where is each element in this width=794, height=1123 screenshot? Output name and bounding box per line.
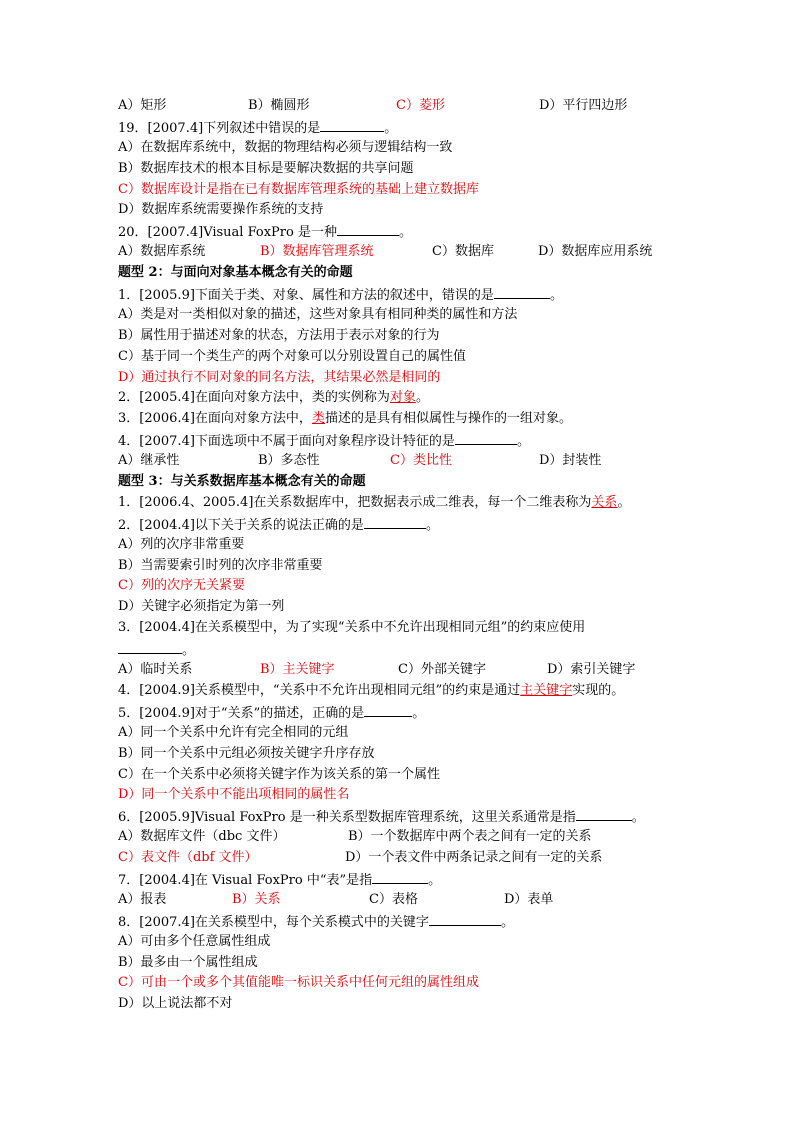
option-d: D）数据库应用系统: [538, 244, 653, 260]
option-b-answer: B）数据库管理系统: [260, 244, 374, 260]
option-b: B）多态性: [258, 453, 320, 469]
question-tag: [2004.4]: [139, 517, 195, 533]
answer-blank: [494, 284, 550, 299]
s3-q6-options-cd: [118, 848, 678, 869]
question-number: 6．: [118, 810, 140, 826]
question-tag: [2007.4]: [139, 434, 195, 450]
question-tag: [2006.4、2005.4]: [139, 494, 254, 510]
option-a: A）报表: [118, 891, 167, 907]
question-number: 19．: [118, 120, 148, 136]
question-tag: [2004.9]: [139, 705, 195, 721]
option-c-answer: C）菱形: [396, 98, 445, 113]
question-number: 1．: [118, 494, 140, 510]
s3-q5-option-d-answer: D）同一个关系中不能出项相同的属性名: [118, 787, 350, 803]
question-tag: [2004.4]: [139, 872, 195, 888]
s3-q7-options: [118, 890, 678, 911]
question-number: 3．: [118, 620, 140, 636]
question-tag: [2005.9]: [139, 810, 195, 826]
s3-q2-option-b: B）当需要索引时列的次序非常重要: [118, 557, 323, 573]
answer-blank: [364, 702, 412, 717]
s3-q3-stem: [118, 618, 678, 639]
question-end: 。: [500, 914, 514, 930]
question-number: 5．: [118, 705, 140, 721]
question-number: 4．: [118, 434, 140, 450]
question-end: 。: [516, 434, 530, 450]
s3-q8-option-a: A）可由多个任意属性组成: [118, 933, 271, 949]
question-number: 20．: [118, 225, 148, 241]
option-a: A）继承性: [118, 453, 180, 469]
option-c-answer: C）类比性: [390, 453, 452, 469]
question-tag: [2004.9]: [139, 682, 195, 698]
question-tag: [2006.4]: [139, 411, 195, 427]
question-text: 关系模型中，“关系中不允许出现相同元组”的约束是通过: [194, 682, 521, 698]
question-end: 。: [182, 643, 196, 659]
s3-q1-stem: [118, 493, 678, 514]
option-c-answer: C）表文件（dbf 文件）: [118, 850, 258, 866]
question-end: 实现的。: [572, 682, 625, 698]
option-d: D）一个表文件中两条记录之间有一定的关系: [345, 850, 603, 866]
question-text: 下面选项中不属于面向对象程序设计特征的是: [194, 434, 455, 450]
option-c: C）外部关键字: [398, 662, 486, 678]
question-tag: [2007.4]: [147, 120, 204, 136]
option-c: C）数据库: [432, 244, 494, 260]
question-end: 。: [398, 225, 412, 241]
q20-stem: [118, 221, 678, 242]
s3-q2-option-a: A）列的次序非常重要: [118, 536, 245, 552]
question-number: 4．: [118, 682, 140, 698]
question-end: 。: [412, 705, 426, 721]
option-b: B）椭圆形: [248, 98, 310, 113]
q20-options: [118, 242, 678, 263]
question-number: 2．: [118, 517, 140, 533]
s3-q3-stem-cont: [118, 639, 678, 660]
s3-q5-stem: [118, 702, 678, 723]
s2-q1-option-c: C）基于同一个类生产的两个对象可以分别设置自己的属性值: [118, 348, 466, 364]
question-text: 下面关于类、对象、属性和方法的叙述中，错误的是: [194, 288, 494, 304]
s3-q8-option-d: D）以上说法都不对: [118, 996, 233, 1012]
q18-options: [118, 96, 678, 117]
question-text: 在 Visual FoxPro 中“表”是指: [194, 872, 373, 888]
filled-answer: 关系: [591, 494, 618, 510]
question-number: 1．: [118, 288, 140, 304]
question-tag: [2005.4]: [139, 390, 195, 406]
section-heading-2: 题型 2：与面向对象基本概念有关的命题: [118, 265, 353, 281]
question-text: 在关系模型中，每个关系模式中的关键字: [194, 914, 429, 930]
answer-blank: [372, 869, 428, 884]
s3-q3-options: [118, 660, 678, 681]
s2-q1-option-d-answer: D）通过执行不同对象的同名方法，其结果必然是相同的: [118, 369, 441, 385]
q19-option-a: A）在数据库系统中，数据的物理结构必须与逻辑结构一致: [118, 139, 453, 155]
question-end: 。: [425, 517, 439, 533]
s3-q6-options-ab: [118, 827, 678, 848]
s2-q3-stem: [118, 409, 678, 430]
answer-blank: [576, 806, 632, 821]
question-tag: [2007.4]: [139, 914, 195, 930]
option-a: A）数据库系统: [118, 244, 206, 260]
question-text: 在关系数据库中，把数据表示成二维表，每一个二维表称为: [253, 494, 592, 510]
option-a: A）数据库文件（dbc 文件）: [118, 829, 286, 845]
answer-blank: [429, 911, 501, 926]
filled-answer: 主关键字: [520, 682, 573, 698]
option-c: C）表格: [369, 891, 418, 907]
q19-option-b: B）数据库技术的根本目标是要解决数据的共享问题: [118, 160, 414, 176]
question-text: 在面向对象方法中，类的实例称为: [194, 390, 390, 406]
answer-blank: [337, 221, 399, 236]
option-d: D）封装性: [539, 453, 602, 469]
question-end: 。: [415, 390, 429, 406]
q19-option-d: D）数据库系统需要操作系统的支持: [118, 202, 324, 218]
answer-blank: [455, 430, 517, 445]
question-text: Visual FoxPro 是一种: [203, 225, 337, 241]
question-number: 7．: [118, 872, 140, 888]
option-b-answer: B）主关键字: [260, 662, 335, 678]
s3-q5-option-b: B）同一个关系中元组必须按关键字升序存放: [118, 745, 375, 761]
question-end: 。: [549, 288, 563, 304]
question-number: 2．: [118, 390, 140, 406]
answer-blank: [364, 514, 426, 529]
question-text: 下列叙述中错误的是: [203, 120, 321, 136]
s2-q1-stem: [118, 284, 678, 305]
option-a: A）临时关系: [118, 662, 193, 678]
q19-stem: [118, 117, 678, 138]
s2-q4-options: [118, 451, 678, 472]
s3-q5-option-a: A）同一个关系中允许有完全相同的元组: [118, 724, 349, 740]
question-text: 在关系模型中，为了实现“关系中不允许出现相同元组”的约束应使用: [194, 620, 586, 636]
s3-q2-stem: [118, 514, 678, 535]
question-number: 3．: [118, 411, 140, 427]
s2-q1-option-a: A）类是对一类相似对象的描述，这些对象具有相同种类的属性和方法: [118, 306, 518, 322]
question-number: 8．: [118, 914, 140, 930]
q19-option-c-answer: C）数据库设计是指在已有数据库管理系统的基础上建立数据库: [118, 181, 479, 197]
s2-q4-stem: [118, 430, 678, 451]
question-tag: [2007.4]: [147, 225, 204, 241]
section-heading-3: 题型 3：与关系数据库基本概念有关的命题: [118, 474, 366, 490]
s3-q2-option-c-answer: C）列的次序无关紧要: [118, 578, 245, 594]
s3-q7-stem: [118, 869, 678, 890]
answer-blank: [320, 117, 384, 132]
s2-q2-stem: [118, 388, 678, 409]
s3-q8-stem: [118, 911, 678, 932]
s3-q4-stem: [118, 681, 678, 702]
question-end: 。: [617, 494, 631, 510]
question-text: 以下关于关系的说法正确的是: [194, 517, 364, 533]
question-end: 。: [428, 872, 442, 888]
filled-answer: 对象: [389, 390, 416, 406]
document-body: [118, 96, 678, 1015]
option-d: D）索引关键字: [547, 662, 636, 678]
option-d: D）平行四边形: [539, 98, 628, 113]
question-text-tail: 描述的是具有相似属性与操作的一组对象。: [324, 411, 572, 427]
option-d: D）表单: [504, 891, 554, 907]
option-b: B）一个数据库中两个表之间有一定的关系: [348, 829, 592, 845]
question-end: 。: [384, 120, 398, 136]
question-tag: [2004.4]: [139, 620, 195, 636]
option-b-answer: B）关系: [232, 891, 281, 907]
question-text: Visual FoxPro 是一种关系型数据库管理系统，这里关系通常是指: [194, 810, 576, 826]
option-a: A）矩形: [118, 98, 167, 113]
question-text: 在面向对象方法中，: [194, 411, 312, 427]
answer-blank: [118, 639, 182, 654]
s3-q8-option-b: B）最多由一个属性组成: [118, 954, 258, 970]
s3-q2-option-d: D）关键字必须指定为第一列: [118, 599, 285, 615]
question-tag: [2005.9]: [139, 288, 195, 304]
question-text: 对于“关系”的描述，正确的是: [194, 705, 365, 721]
s2-q1-option-b: B）属性用于描述对象的状态，方法用于表示对象的行为: [118, 327, 440, 343]
s3-q5-option-c: C）在一个关系中必须将关键字作为该关系的第一个属性: [118, 766, 440, 782]
question-end: 。: [631, 810, 645, 826]
s3-q8-option-c-answer: C）可由一个或多个其值能唯一标识关系中任何元组的属性组成: [118, 975, 479, 991]
filled-answer: 类: [311, 411, 325, 427]
s3-q6-stem: [118, 806, 678, 827]
